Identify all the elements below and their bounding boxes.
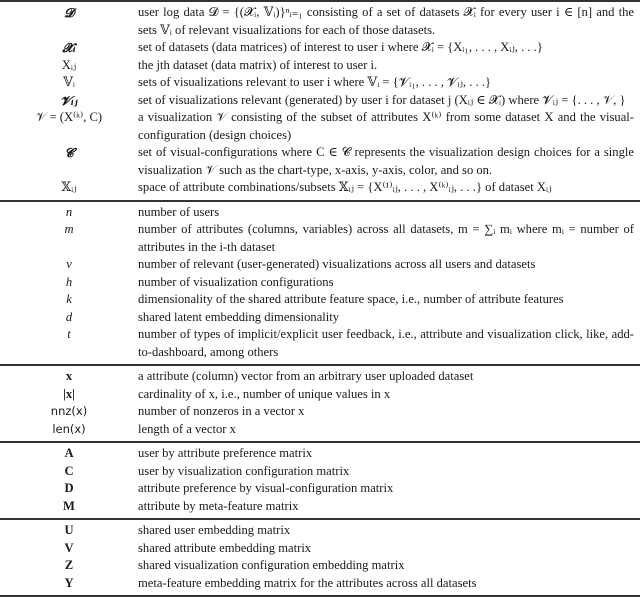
description: sets of visualizations relevant to user i where 𝕍ᵢ = {𝓥ᵢ₁, . . . , 𝓥ᵢⱼ, . . .} xyxy=(138,75,492,89)
description: number of visualization configurations xyxy=(138,274,334,289)
table-row xyxy=(0,403,640,421)
table-row xyxy=(0,291,640,309)
symbol: 𝓧ᵢ xyxy=(62,40,76,55)
table-row xyxy=(0,4,640,39)
symbol: Y xyxy=(64,575,74,590)
symbol: Xᵢⱼ xyxy=(61,57,77,72)
table-row xyxy=(0,204,640,222)
table-row xyxy=(0,445,640,463)
symbol: nnz(x) xyxy=(50,404,88,418)
description: set of visualizations relevant (generated) by user i for dataset j (Xᵢⱼ ∈ 𝓧ᵢ) where 𝓥ᵢⱼ = {. . . , 𝒱, } xyxy=(138,92,626,107)
table-row xyxy=(0,57,640,75)
table-row xyxy=(0,274,640,292)
symbol: m xyxy=(64,222,74,236)
symbol: len(x) xyxy=(52,421,86,436)
section-vectors xyxy=(0,366,640,441)
symbol: 𝒱 = (X⁽ᵏ⁾, C) xyxy=(35,110,103,124)
symbol: k xyxy=(66,292,72,306)
description: shared user embedding matrix xyxy=(138,523,291,537)
symbol: 𝓒 xyxy=(64,145,74,160)
symbol: Z xyxy=(64,558,74,572)
symbol: x xyxy=(65,369,73,383)
description: cardinality of x, i.e., number of unique values in x xyxy=(138,386,391,401)
symbol: C xyxy=(64,463,74,478)
symbol: 𝕍ᵢ xyxy=(63,75,75,89)
table-row xyxy=(0,256,640,274)
table-row xyxy=(0,498,640,516)
symbol: U xyxy=(64,523,74,537)
table-row xyxy=(0,386,640,404)
description: shared latent embedding dimensionality xyxy=(138,309,340,324)
table-row xyxy=(0,74,640,92)
table-row xyxy=(0,39,640,57)
symbol: v xyxy=(66,257,72,271)
description: user by visualization configuration matrix xyxy=(138,463,350,478)
description: set of visual-configurations where C ∈ 𝓒 represents the visualization design choices for a single visualization 𝒱 such as the chart-type, x-axis, y-axis, color, and so on. xyxy=(138,145,634,177)
section-data-objects xyxy=(0,2,640,200)
symbol: t xyxy=(67,327,71,341)
description: user log data 𝓓 = {(𝓧ᵢ, 𝕍ᵢ)}ⁿᵢ₌₁ consisting of a set of datasets 𝓧ᵢ for every user i ∈ [n] and the sets 𝕍ᵢ of relevant visualizations for each of those datasets. xyxy=(138,5,634,37)
symbol: A xyxy=(64,446,74,460)
description: number of users xyxy=(138,204,220,219)
table-row xyxy=(0,557,640,575)
section-dimensions xyxy=(0,202,640,365)
description: number of attributes (columns, variables) across all datasets, m = ∑ᵢ mᵢ where mᵢ = number of attributes in the i-th dataset xyxy=(138,222,634,254)
symbol: 𝓥ᵢⱼ xyxy=(60,92,78,108)
table-row xyxy=(0,540,640,558)
table-row xyxy=(0,179,640,197)
table-row xyxy=(0,522,640,540)
description: dimensionality of the shared attribute feature space, i.e., number of attribute features xyxy=(138,292,564,306)
description: user by attribute preference matrix xyxy=(138,446,313,460)
symbol: h xyxy=(65,274,73,289)
table-row xyxy=(0,463,640,481)
table-row xyxy=(0,480,640,498)
description: a visualization 𝒱 consisting of the subset of attributes X⁽ᵏ⁾ from some dataset X and the visual-configuration (design choices) xyxy=(138,110,634,142)
description: attribute preference by visual-configuration matrix xyxy=(138,481,394,495)
table-row xyxy=(0,92,640,110)
description: number of types of implicit/explicit user feedback, i.e., attribute and visualization click, like, add-to-dashboard, among others xyxy=(138,327,634,359)
table-row xyxy=(0,368,640,386)
table-row xyxy=(0,221,640,256)
table-row xyxy=(0,109,640,144)
description: set of datasets (data matrices) of interest to user i where 𝓧ᵢ = {Xᵢ₁, . . . , Xᵢⱼ, . . .} xyxy=(138,40,543,54)
table-row xyxy=(0,575,640,593)
description: meta-feature embedding matrix for the attributes across all datasets xyxy=(138,575,477,590)
symbol: 𝕏ᵢⱼ xyxy=(61,180,77,194)
table-row xyxy=(0,421,640,439)
description: number of relevant (user-generated) visualizations across all users and datasets xyxy=(138,257,536,271)
symbol: M xyxy=(63,498,75,513)
symbol: V xyxy=(64,540,74,555)
description: shared visualization configuration embedding matrix xyxy=(138,558,405,572)
symbol: |x| xyxy=(63,386,75,401)
table-row xyxy=(0,326,640,361)
symbol: 𝓓 xyxy=(64,5,74,20)
description: attribute by meta-feature matrix xyxy=(138,498,299,513)
symbol: d xyxy=(65,309,73,324)
description: shared attribute embedding matrix xyxy=(138,540,312,555)
description: the jth dataset (data matrix) of interest to user i. xyxy=(138,57,378,72)
section-embeddings xyxy=(0,520,640,595)
section-matrices xyxy=(0,443,640,518)
description: space of attribute combinations/subsets 𝕏ᵢⱼ = {X⁽¹⁾ᵢⱼ, . . . , X⁽ᵏ⁾ᵢⱼ, . . .} of dataset Xᵢⱼ xyxy=(138,180,552,194)
description: number of nonzeros in a vector x xyxy=(138,404,305,418)
table-row xyxy=(0,309,640,327)
description: a attribute (column) vector from an arbitrary user uploaded dataset xyxy=(138,369,474,383)
symbol: n xyxy=(65,204,73,219)
description: length of a vector x xyxy=(138,421,236,436)
symbol: D xyxy=(64,481,74,495)
table-row xyxy=(0,144,640,179)
